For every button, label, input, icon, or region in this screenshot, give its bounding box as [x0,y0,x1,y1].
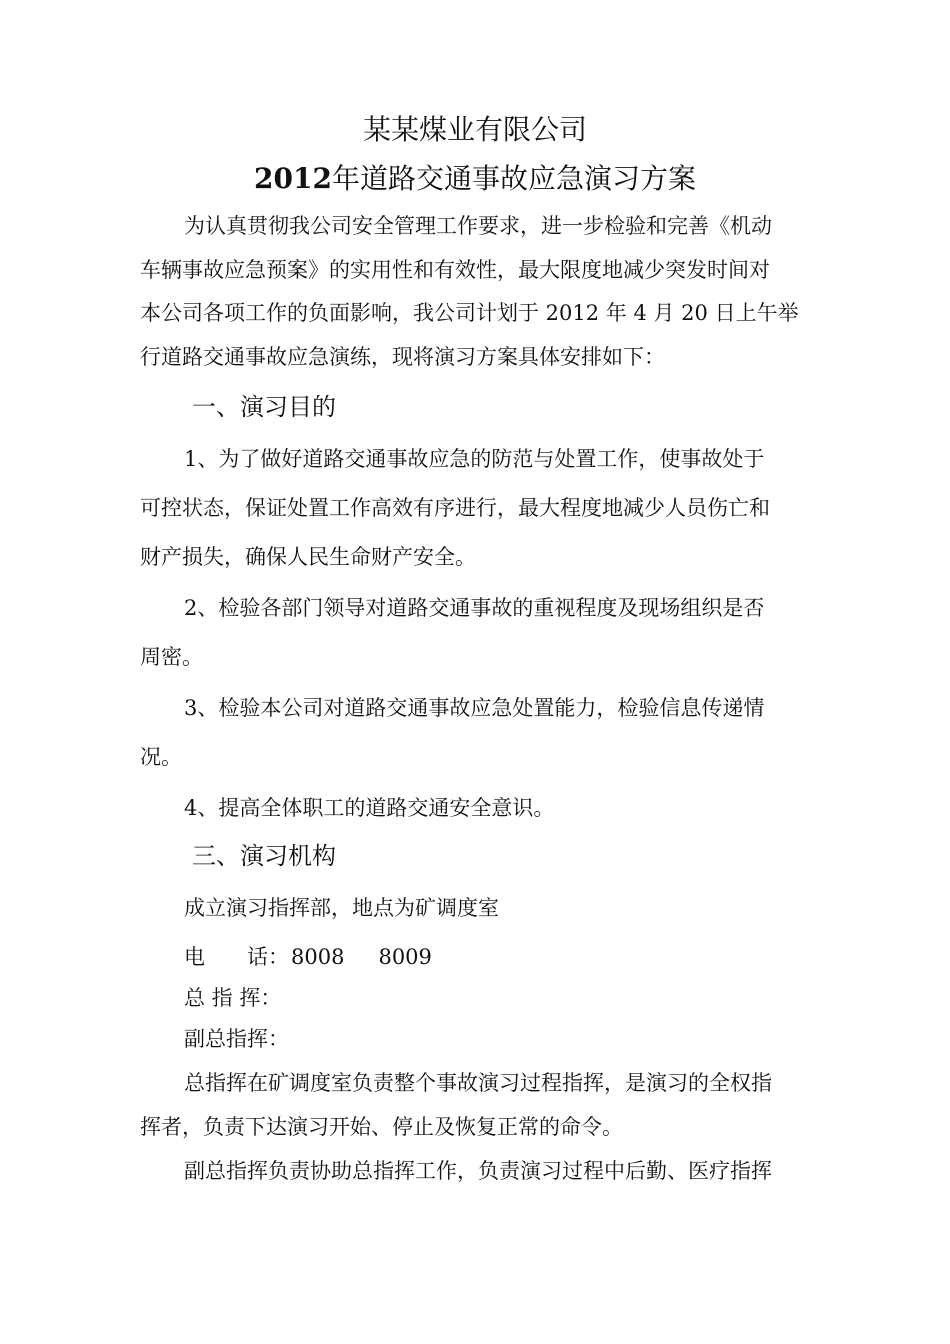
commander-label: 总 指 挥： [184,986,282,1010]
deputy-commander-label: 副总指挥： [184,1027,289,1051]
deputy-duty: 副总指挥负责协助总指挥工作，负责演习过程中后勤、医疗指挥 [184,1159,772,1183]
phone-row [184,943,432,971]
phone-number-2: 8009 [378,945,432,969]
hq-location: 成立演习指挥部，地点为矿调度室 [184,896,499,920]
purpose-item-2: 2、检验各部门领导对道路交通事故的重视程度及现场组织是否 [184,596,765,620]
purpose-item-1: 1、为了做好道路交通事故应急的防范与处置工作，使事故处于 [184,447,765,471]
title-rest: 年道路交通事故应急演习方案 [331,162,696,195]
section-heading-purpose: 一、演习目的 [192,393,336,421]
phone-label: 电 话： [184,945,289,969]
document-title-plan [0,161,950,197]
purpose-item-1-cont: 可控状态，保证处置工作高效有序进行，最大程度地减少人员伤亡和 [140,496,770,520]
commander-duty: 总指挥在矿调度室负责整个事故演习过程指挥，是演习的全权指 [184,1071,772,1095]
purpose-item-3-cont: 况。 [140,745,182,769]
phone-number-1: 8008 [291,945,345,969]
section-heading-organization: 三、演习机构 [192,842,336,870]
purpose-item-1-cont: 财产损失，确保人民生命财产安全。 [140,545,476,569]
document-title-company: 某某煤业有限公司 [362,113,587,146]
intro-line: 行道路交通事故应急演练，现将演习方案具体安排如下： [140,345,665,369]
title-year: 2012 [254,162,332,195]
purpose-item-4: 4、提高全体职工的道路交通安全意识。 [184,796,555,820]
commander-duty-cont: 挥者，负责下达演习开始、停止及恢复正常的命令。 [140,1115,623,1139]
intro-line: 本公司各项工作的负面影响，我公司计划于 2012 年 4 月 20 日上午举 [140,301,799,325]
purpose-item-2-cont: 周密。 [140,645,203,669]
intro-line: 车辆事故应急预案》的实用性和有效性，最大限度地减少突发时间对 [140,258,770,282]
purpose-item-3: 3、检验本公司对道路交通事故应急处置能力，检验信息传递情 [184,696,765,720]
intro-line: 为认真贯彻我公司安全管理工作要求，进一步检验和完善《机动 [184,214,772,238]
